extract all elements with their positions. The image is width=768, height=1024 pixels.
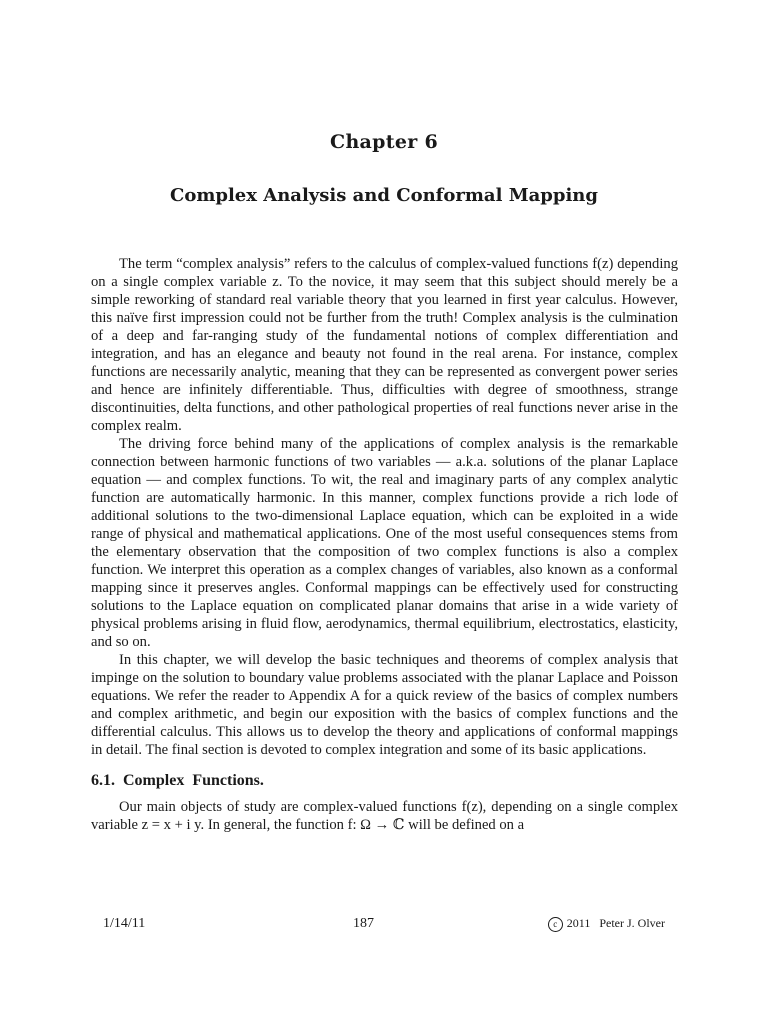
footer-date: 1/14/11: [103, 916, 146, 931]
paragraph-chapter-overview: In this chapter, we will develop the basic techniques and theorems of complex analysis that impinge on the solution to boundary value problems associated with the planar Laplace and Poisson equations. We refer the reader to Appendix A for a quick review of the basics of complex numbers and complex arithmetic, and begin our exposition with the basics of complex functions and the differential calculus. This allows us to develop the theory and applications of conformal mappings in detail. The final section is devoted to complex integration and some of its basic applications.: [91, 652, 678, 758]
chapter-title: Complex Analysis and Conformal Mapping: [170, 185, 598, 206]
section-number: 6.1.: [91, 772, 115, 789]
page-number: 187: [353, 916, 374, 931]
paragraph-section-start: Our main objects of study are complex-valued functions f(z), depending on a single complex variable z = x + i y. In general, the function f: Ω → ℂ will be defined on a: [91, 799, 678, 833]
copyright-icon: c: [548, 917, 563, 932]
paragraph-driving-force: The driving force behind many of the applications of complex analysis is the remarkable connection between harmonic functions of two variables — a.k.a. solutions of the planar Laplace equation — and complex functions. To wit, the real and imaginary parts of any complex analytic function are automatically harmonic. In this manner, complex functions provide a rich lode of additional solutions to the two-dimensional Laplace equation, which can be exploited in a wide range of physical and mathematical applications. One of the most useful consequences stems from the elementary observation that the composition of two complex functions is also a complex function. We interpret this operation as a complex changes of variables, also known as a conformal mapping since it preserves angles. Conformal mappings can be effectively used for constructing solutions to the Laplace equation on complicated planar domains that arise in a wide variety of physical problems arising in fluid flow, aerodynamics, thermal equilibrium, electrostatics, elasticity, and so on.: [91, 436, 678, 650]
section-title: Complex Functions.: [123, 772, 264, 789]
section-heading: [91, 772, 678, 790]
body-text: [91, 255, 678, 834]
copyright-notice: [548, 916, 665, 932]
chapter-label: Chapter 6: [330, 131, 438, 153]
paragraph-intro: The term “complex analysis” refers to the calculus of complex-valued functions f(z) depending on a single complex variable z. To the novice, it may seem that this subject should merely be a simple reworking of standard real variable theory that you learned in first year calculus. However, this naïve first impression could not be further from the truth! Complex analysis is the culmination of a deep and far-ranging study of the fundamental notions of complex differentiation and integration, and has an elegance and beauty not found in the real arena. For instance, complex functions are necessarily analytic, meaning that they can be represented as convergent power series and hence are infinitely differentiable. Thus, difficulties with degree of smoothness, strange discontinuities, delta functions, and other pathological properties of real functions never arise in the complex realm.: [91, 256, 678, 434]
copyright-text: 2011 Peter J. Olver: [566, 916, 665, 930]
page-footer: [103, 916, 665, 936]
